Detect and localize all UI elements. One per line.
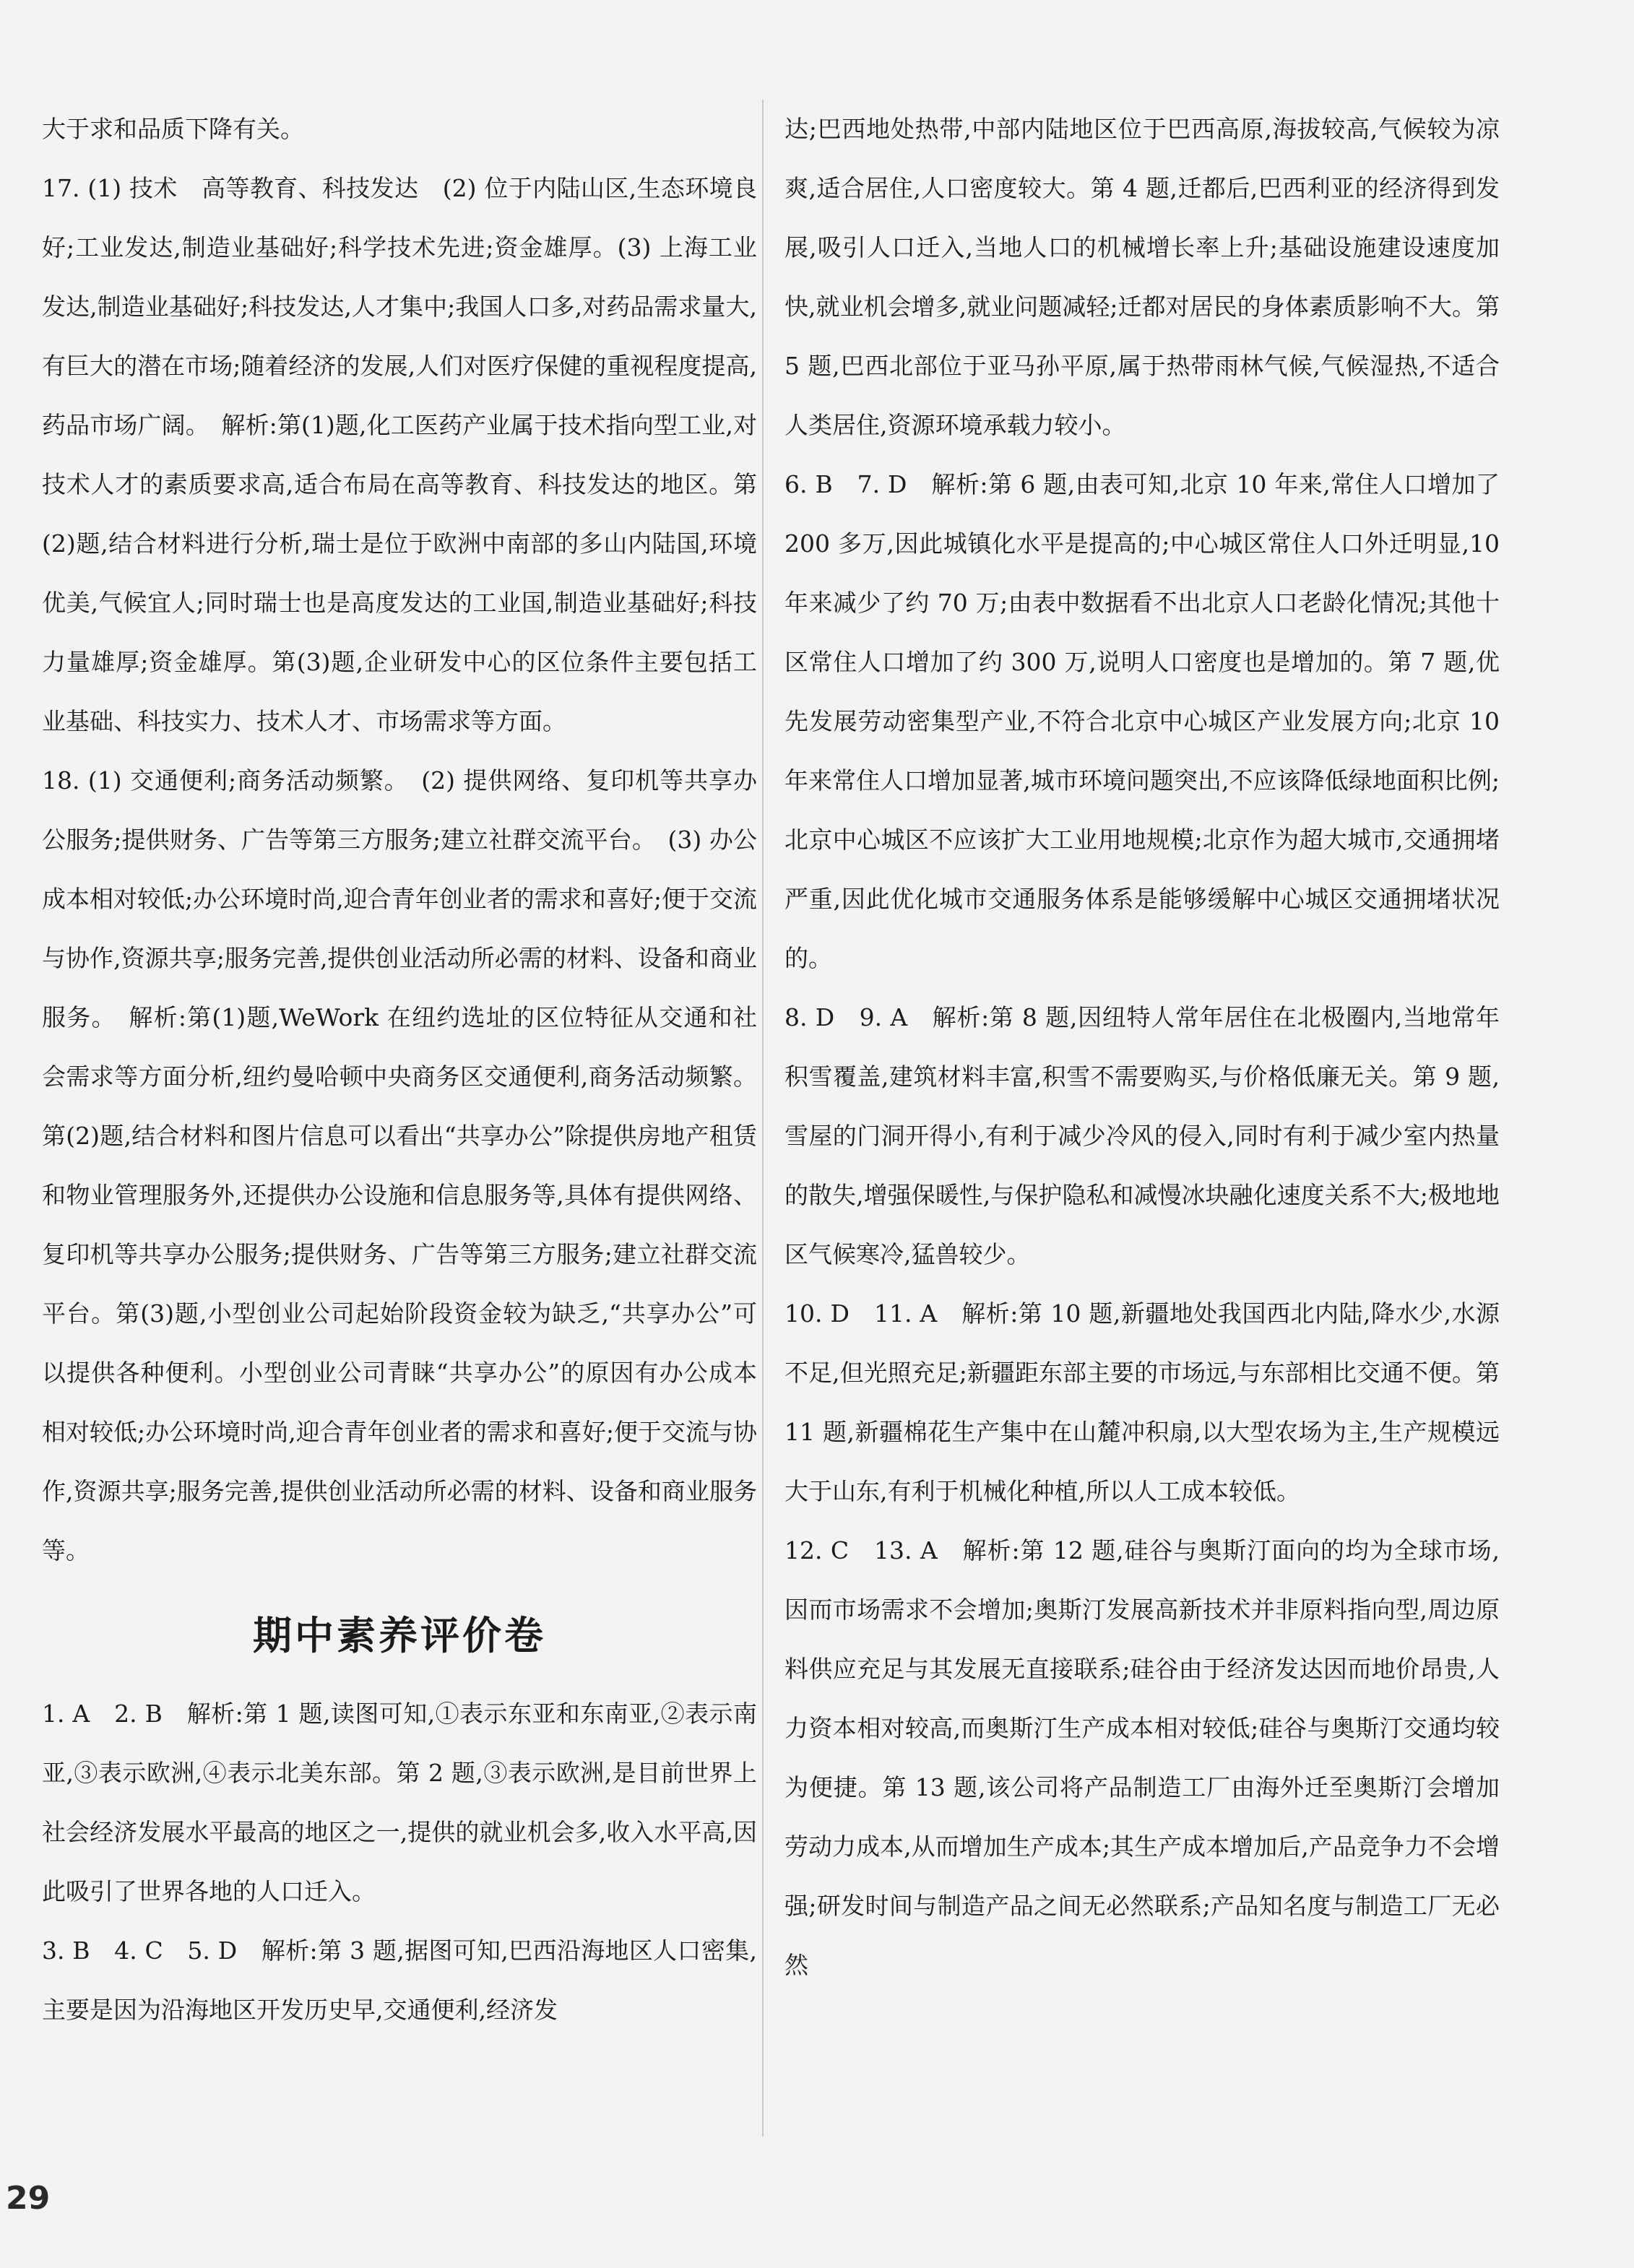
answer-17: 17. (1) 技术 高等教育、科技发达 (2) 位于内陆山区,生态环境良好;工业发达,制造业基础好;科学技术先进;资金雄厚。(3) 上海工业发达,制造业基础好;科技发达,人才集中;我国人口多,对药品需求量大,有巨大的潜在市场;随着经济的发展,人们对医疗保健的重视程度提高,药品市场广阔。 解析:第(1)题,化工医药产业属于技术指向型工业,对技术人才的素质要求高,适合布局在高等教育、科技发达的地区。第(2)题,结合材料进行分析,瑞士是位于欧洲中南部的多山内陆国,环境优美,气候宜人;同时瑞士也是高度发达的工业国,制造业基础好;科技力量雄厚;资金雄厚。第(3)题,企业研发中心的区位条件主要包括工业基础、科技实力、技术人才、市场需求等方面。 [42,174,757,735]
page-number: 29 [6,2180,51,2217]
answer-18: 18. (1) 交通便利;商务活动频繁。 (2) 提供网络、复印机等共享办公服务;提供财务、广告等第三方服务;建立社群交流平台。 (3) 办公成本相对较低;办公环境时尚,迎合青年创业者的需求和喜好;便于交流与协作,资源共享;服务完善,提供创业活动所必需的材料、设备和商业服务。 解析:第(1)题,WeWork 在纽约选址的区位特征从交通和社会需求等方面分析,纽约曼哈顿中央商务区交通便利,商务活动频繁。第(2)题,结合材料和图片信息可以看出“共享办公”除提供房地产租赁和物业管理服务外,还提供办公设施和信息服务等,具体有提供网络、复印机等共享办公服务;提供财务、广告等第三方服务;建立社群交流平台。第(3)题,小型创业公司起始阶段资金较为缺乏,“共享办公”可以提供各种便利。小型创业公司青睐“共享办公”的原因有办公成本相对较低;办公环境时尚,迎合青年创业者的需求和喜好;便于交流与协作,资源共享;服务完善,提供创业活动所必需的材料、设备和商业服务等。 [42,766,757,1564]
answer-3-5-continuation: 达;巴西地处热带,中部内陆地区位于巴西高原,海拔较高,气候较为凉爽,适合居住,人口密度较大。第 4 题,迁都后,巴西利亚的经济得到发展,吸引人口迁入,当地人口的机械增长率上升;基础设施建设速度加快,就业机会增多,就业问题减轻;迁都对居民的身体素质影响不大。第 5 题,巴西北部位于亚马孙平原,属于热带雨林气候,气候湿热,不适合人类居住,资源环境承载力较小。 [784,115,1500,439]
answer-continuation: 大于求和品质下降有关。 [42,115,304,143]
answer-12-13: 12. C 13. A 解析:第 12 题,硅谷与奥斯汀面向的均为全球市场,因而市场需求不会增加;奥斯汀发展高新技术并非原料指向型,周边原料供应充足与其发展无直接联系;硅谷由于经济发达因而地价昂贵,人力资本相对较高,而奥斯汀生产成本相对较低;硅谷与奥斯汀交通均较为便捷。第 13 题,该公司将产品制造工厂由海外迁至奥斯汀会增加劳动力成本,从而增加生产成本;其生产成本增加后,产品竞争力不会增强;研发时间与制造产品之间无必然联系;产品知名度与制造工厂无必然 [784,1536,1500,1979]
answer-3-5: 3. B 4. C 5. D 解析:第 3 题,据图可知,巴西沿海地区人口密集,主要是因为沿海地区开发历史早,交通便利,经济发 [42,1936,757,2024]
answer-10-11: 10. D 11. A 解析:第 10 题,新疆地处我国西北内陆,降水少,水源不足,但光照充足;新疆距东部主要的市场远,与东部相比交通不便。第 11 题,新疆棉花生产集中在山麓冲积扇,以大型农场为主,生产规模远大于山东,有利于机械化种植,所以人工成本较低。 [784,1299,1500,1505]
left-column [42,100,757,2040]
section-title: 期中素养评价卷 [253,1612,546,1658]
column-divider [762,100,764,2137]
answer-8-9: 8. D 9. A 解析:第 8 题,因纽特人常年居住在北极圈内,当地常年积雪覆盖,建筑材料丰富,积雪不需要购买,与价格低廉无关。第 9 题,雪屋的门洞开得小,有利于减少冷风的侵入,同时有利于减少室内热量的散失,增强保暖性,与保护隐私和减慢冰块融化速度关系不大;极地地区气候寒冷,猛兽较少。 [784,1003,1500,1268]
answer-6-7: 6. B 7. D 解析:第 6 题,由表可知,北京 10 年来,常住人口增加了 200 多万,因此城镇化水平是提高的;中心城区常住人口外迁明显,10 年来减少了约 70 万;由表中数据看不出北京人口老龄化情况;其他十区常住人口增加了约 300 万,说明人口密度也是增加的。第 7 题,优先发展劳动密集型产业,不符合北京中心城区产业发展方向;北京 10 年来常住人口增加显著,城市环境问题突出,不应该降低绿地面积比例;北京中心城区不应该扩大工业用地规模;北京作为超大城市,交通拥堵严重,因此优化城市交通服务体系是能够缓解中心城区交通拥堵状况的。 [784,470,1500,972]
answer-1-2: 1. A 2. B 解析:第 1 题,读图可知,①表示东亚和东南亚,②表示南亚,③表示欧洲,④表示北美东部。第 2 题,③表示欧洲,是目前世界上社会经济发展水平最高的地区之一,提供的就业机会多,收入水平高,因此吸引了世界各地的人口迁入。 [42,1700,757,1905]
right-column [784,100,1500,1995]
